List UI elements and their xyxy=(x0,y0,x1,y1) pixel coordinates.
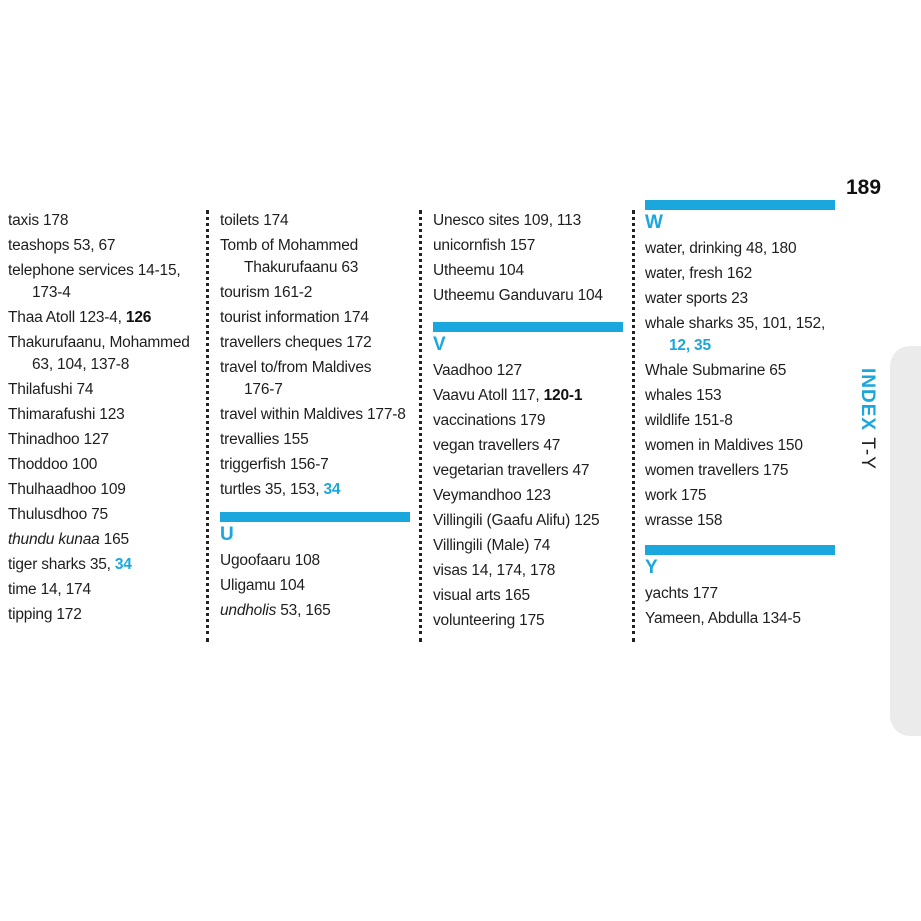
index-entry: Yameen, Abdulla 134-5 xyxy=(645,610,801,627)
index-entry: vegetarian travellers 47 xyxy=(433,462,590,479)
section-tab-main: INDEX xyxy=(857,368,878,432)
page-number: 189 xyxy=(846,176,882,199)
section-letter-u: U xyxy=(220,524,234,545)
map-page-ref: 34 xyxy=(114,556,132,573)
index-entry: toilets 174 xyxy=(220,212,289,229)
index-entry: whales 153 xyxy=(645,387,722,404)
index-entry-continued: 176-7 xyxy=(244,381,283,398)
index-entry: Thoddoo 100 xyxy=(8,456,98,473)
index-entry: Thulusdhoo 75 xyxy=(8,506,108,523)
index-entry: Tomb of Mohammed xyxy=(220,237,359,254)
index-entry: visual arts 165 xyxy=(433,587,530,604)
index-entry: water, drinking 48, 180 xyxy=(645,240,797,257)
index-entry: Thilafushi 74 xyxy=(8,381,94,398)
column-divider xyxy=(206,210,209,642)
index-column-2 xyxy=(220,208,420,623)
index-entry: Ugoofaaru 108 xyxy=(220,552,320,569)
index-entry: yachts 177 xyxy=(645,585,718,602)
index-entry: Veymandhoo 123 xyxy=(433,487,551,504)
index-entry: undholis 53, 165 xyxy=(220,602,331,619)
index-column-4 xyxy=(645,200,845,631)
map-page-ref: 34 xyxy=(323,481,341,498)
index-entry: teashops 53, 67 xyxy=(8,237,116,254)
column-divider xyxy=(419,210,422,642)
column-divider xyxy=(632,210,635,642)
index-entry: Thakurufaanu, Mohammed xyxy=(8,334,190,351)
index-entry: unicornfish 157 xyxy=(433,237,536,254)
section-bar-v xyxy=(433,322,623,332)
index-entry: tiger sharks 35, 34 xyxy=(8,556,132,573)
index-entry: wildlife 151-8 xyxy=(645,412,733,429)
index-entry: water, fresh 162 xyxy=(645,265,753,282)
index-entry: Whale Submarine 65 xyxy=(645,362,787,379)
index-entry-continued: 63, 104, 137-8 xyxy=(32,356,130,373)
index-entry: vegan travellers 47 xyxy=(433,437,561,454)
index-entry: wrasse 158 xyxy=(645,512,723,529)
index-entry: triggerfish 156-7 xyxy=(220,456,329,473)
index-entry: women travellers 175 xyxy=(645,462,789,479)
index-entry: Villingili (Male) 74 xyxy=(433,537,551,554)
index-entry: Vaavu Atoll 117, 120-1 xyxy=(433,387,583,404)
bold-page-ref: 120-1 xyxy=(543,387,583,404)
index-entry: Thimarafushi 123 xyxy=(8,406,125,423)
index-entry-continued xyxy=(645,333,845,358)
section-tab-label xyxy=(856,368,878,470)
map-page-ref: 12, 35 xyxy=(669,337,711,354)
index-entry: trevallies 155 xyxy=(220,431,309,448)
index-entry: tourism 161-2 xyxy=(220,284,313,301)
index-entry: turtles 35, 153, 34 xyxy=(220,481,341,498)
index-entry: Vaadhoo 127 xyxy=(433,362,522,379)
index-entry: Villingili (Gaafu Alifu) 125 xyxy=(433,512,600,529)
index-entry: water sports 23 xyxy=(645,290,748,307)
index-entry: whale sharks 35, 101, 152, xyxy=(645,315,826,332)
index-entry: Thaa Atoll 123-4, 126 xyxy=(8,309,152,326)
index-entry-continued: 173-4 xyxy=(32,284,71,301)
index-entry: taxis 178 xyxy=(8,212,69,229)
section-bar-y xyxy=(645,545,835,555)
index-entry: thundu kunaa 165 xyxy=(8,531,129,548)
section-letter-y: Y xyxy=(645,557,658,578)
index-entry: travellers cheques 172 xyxy=(220,334,372,351)
index-entry: Uligamu 104 xyxy=(220,577,305,594)
index-entry: Utheemu 104 xyxy=(433,262,524,279)
index-entry: travel within Maldives 177-8 xyxy=(220,406,406,423)
index-entry: women in Maldives 150 xyxy=(645,437,803,454)
index-column-3 xyxy=(433,208,633,633)
index-entry: vaccinations 179 xyxy=(433,412,546,429)
index-entry: tipping 172 xyxy=(8,606,82,623)
index-entry: work 175 xyxy=(645,487,707,504)
index-entry: Thinadhoo 127 xyxy=(8,431,109,448)
index-entry: Thulhaadhoo 109 xyxy=(8,481,126,498)
index-entry-continued: Thakurufaanu 63 xyxy=(244,259,359,276)
index-entry: visas 14, 174, 178 xyxy=(433,562,556,579)
section-tab-range: T-Y xyxy=(857,437,878,470)
bold-page-ref: 126 xyxy=(125,309,152,326)
index-entry: telephone services 14-15, xyxy=(8,262,181,279)
index-entry: travel to/from Maldives xyxy=(220,359,372,376)
side-tab xyxy=(890,346,921,736)
index-entry: Utheemu Ganduvaru 104 xyxy=(433,287,603,304)
section-bar-w xyxy=(645,200,835,210)
index-entry: time 14, 174 xyxy=(8,581,91,598)
section-letter-v: V xyxy=(433,334,446,355)
section-letter-w: W xyxy=(645,212,663,233)
section-bar-u xyxy=(220,512,410,522)
index-entry: tourist information 174 xyxy=(220,309,369,326)
index-column-1 xyxy=(8,208,208,627)
index-entry: Unesco sites 109, 113 xyxy=(433,212,582,229)
index-entry: volunteering 175 xyxy=(433,612,545,629)
